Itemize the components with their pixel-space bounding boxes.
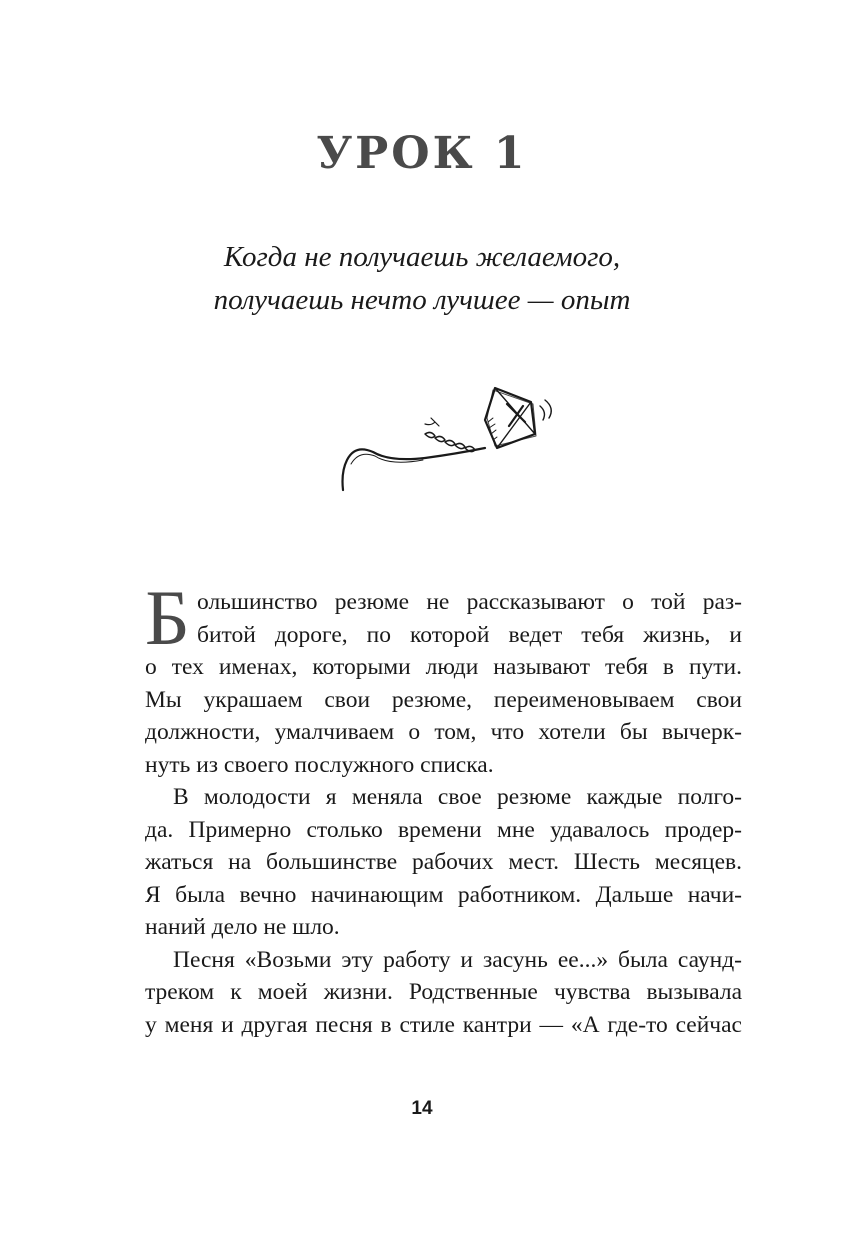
- text-line: треком к моей жизни. Родственные чувства вызывала: [145, 979, 742, 1005]
- text-line: нуть из своего послужного списка.: [145, 751, 494, 778]
- text-line: битой дороге, по которой ведет тебя жизнь, и: [197, 621, 742, 648]
- text-line: Песня «Возьми эту работу и засунь ее...» была саунд-: [173, 946, 742, 973]
- text-line: наний дело не шло.: [145, 914, 340, 940]
- text-line: жаться на большинстве рабочих мест. Шесть месяцев.: [145, 849, 742, 875]
- epigraph-line-2: получаешь нечто лучшее — опыт: [213, 284, 631, 316]
- text-line: должности, умалчиваем о том, что хотели бы вычерк-: [145, 719, 742, 745]
- text-line: В молодости я меняла свое резюме каждые полго-: [173, 784, 742, 810]
- text-line: у меня и другая песня в стиле кантри — «А где-то сейчас: [145, 1011, 742, 1038]
- kite-icon: [335, 382, 565, 497]
- page-number: 14: [411, 1098, 433, 1119]
- text-line: да. Примерно столько времени мне удавалось продер-: [145, 816, 742, 843]
- text-line: о тех именах, которыми люди называют тебя в пути.: [145, 654, 742, 680]
- drop-cap: Б: [145, 574, 190, 661]
- chapter-title: УРОК 1: [316, 128, 528, 179]
- body-text: [145, 586, 742, 1041]
- epigraph: [0, 236, 844, 322]
- text-line: Я была вечно начинающим работником. Дальше начи-: [145, 881, 742, 908]
- text-line: Мы украшаем свои резюме, переименовываем свои: [145, 686, 742, 713]
- epigraph-line-1: Когда не получаешь желаемого,: [223, 241, 621, 273]
- text-line: ольшинство резюме не рассказывают о той раз-: [197, 589, 742, 615]
